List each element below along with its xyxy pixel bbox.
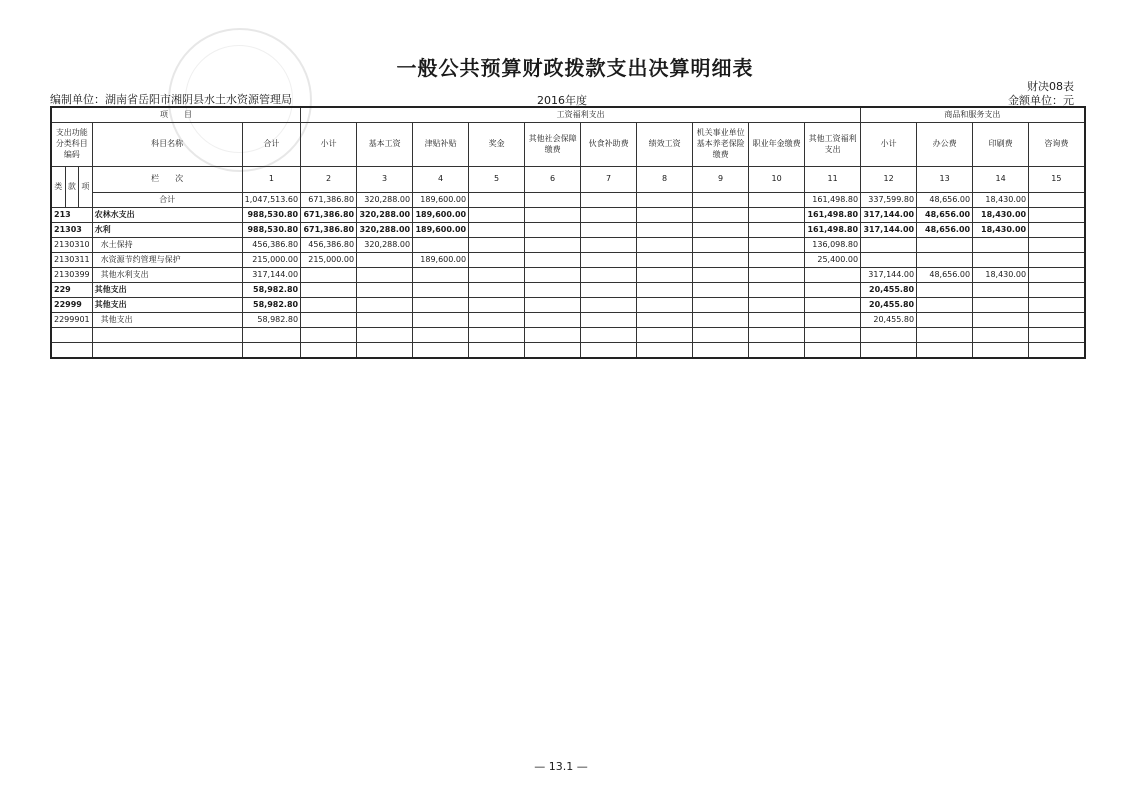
row-value: 136,098.80: [805, 238, 861, 253]
row-value: [973, 238, 1029, 253]
row-value: [242, 343, 300, 359]
row-value: [413, 298, 469, 313]
lanci-label: 栏 次: [92, 167, 242, 193]
row-value: [693, 298, 749, 313]
table-row: [51, 193, 1085, 208]
allowance-header: 津贴补贴: [413, 123, 469, 167]
office-header: 办公费: [917, 123, 973, 167]
row-code: 2130310: [51, 238, 92, 253]
row-value: [973, 283, 1029, 298]
row-value: [693, 268, 749, 283]
row-value: 20,455.80: [861, 313, 917, 328]
col-number: 14: [973, 167, 1029, 193]
row-value: [469, 238, 525, 253]
code-column-header: 支出功能分类科目编码: [51, 123, 92, 167]
row-name: 农林水支出: [92, 208, 242, 223]
row-value: [581, 193, 637, 208]
row-value: 58,982.80: [242, 283, 300, 298]
row-value: 215,000.00: [242, 253, 300, 268]
row-value: [581, 283, 637, 298]
row-value: [469, 223, 525, 238]
row-value: 317,144.00: [861, 268, 917, 283]
row-value: 317,144.00: [861, 208, 917, 223]
row-value: [301, 328, 357, 343]
row-value: [301, 343, 357, 359]
row-value: [861, 328, 917, 343]
table-row: [51, 343, 1085, 359]
row-value: [525, 343, 581, 359]
row-value: 48,656.00: [917, 193, 973, 208]
row-value: [1029, 313, 1085, 328]
row-value: [749, 313, 805, 328]
row-value: [693, 343, 749, 359]
row-value: [525, 193, 581, 208]
bonus-header: 奖金: [469, 123, 525, 167]
row-value: [749, 343, 805, 359]
table-row: [51, 313, 1085, 328]
row-name: 水土保持: [92, 238, 242, 253]
goods-subtotal-header: 小计: [861, 123, 917, 167]
col-number: 4: [413, 167, 469, 193]
row-value: [1029, 238, 1085, 253]
row-value: [861, 238, 917, 253]
row-value: [301, 298, 357, 313]
row-value: [749, 208, 805, 223]
row-name: [92, 328, 242, 343]
row-value: [581, 253, 637, 268]
row-value: [805, 313, 861, 328]
row-value: [1029, 223, 1085, 238]
row-name: 其他水利支出: [92, 268, 242, 283]
row-value: [637, 283, 693, 298]
row-value: [917, 343, 973, 359]
page-title: 一般公共预算财政拨款支出决算明细表: [396, 56, 754, 80]
xiang-header: 项: [79, 167, 93, 208]
row-value: [693, 328, 749, 343]
row-value: [525, 208, 581, 223]
row-value: [637, 298, 693, 313]
col-number: 9: [693, 167, 749, 193]
row-value: 671,386.80: [301, 193, 357, 208]
row-value: [637, 328, 693, 343]
row-value: [413, 268, 469, 283]
project-header: 项 目: [51, 107, 301, 123]
row-value: [973, 313, 1029, 328]
row-value: [581, 313, 637, 328]
row-value: 161,498.80: [805, 193, 861, 208]
row-value: [525, 268, 581, 283]
row-value: [469, 193, 525, 208]
row-value: [357, 253, 413, 268]
row-value: [581, 208, 637, 223]
row-value: [917, 298, 973, 313]
row-value: [861, 253, 917, 268]
row-value: [637, 223, 693, 238]
row-name: 合计: [92, 193, 242, 208]
row-code: 213: [51, 208, 92, 223]
row-value: [749, 223, 805, 238]
row-value: 320,288.00: [357, 193, 413, 208]
row-value: [693, 193, 749, 208]
row-value: 161,498.80: [805, 208, 861, 223]
basic-wage-header: 基本工资: [357, 123, 413, 167]
row-code: 2130311: [51, 253, 92, 268]
group-header-goods: 商品和服务支出: [861, 107, 1085, 123]
row-name: 其他支出: [92, 283, 242, 298]
compiling-unit: 编制单位：湖南省岳阳市湘阴县水土水资源管理局: [50, 93, 292, 106]
other-social-header: 其他社会保障缴费: [525, 123, 581, 167]
row-value: [469, 268, 525, 283]
row-value: [637, 313, 693, 328]
row-value: [301, 283, 357, 298]
row-code: 229: [51, 283, 92, 298]
row-value: [805, 328, 861, 343]
row-value: [1029, 283, 1085, 298]
row-value: [413, 238, 469, 253]
pension-header: 机关事业单位基本养老保险缴费: [693, 123, 749, 167]
row-value: 671,386.80: [301, 208, 357, 223]
row-value: 18,430.00: [973, 193, 1029, 208]
table-row: [51, 223, 1085, 238]
row-value: [469, 283, 525, 298]
row-value: 18,430.00: [973, 223, 1029, 238]
row-value: [861, 343, 917, 359]
row-value: 18,430.00: [973, 208, 1029, 223]
row-name: 水利: [92, 223, 242, 238]
row-value: [693, 223, 749, 238]
row-value: 671,386.80: [301, 223, 357, 238]
row-value: [357, 328, 413, 343]
row-value: [749, 268, 805, 283]
row-value: [749, 253, 805, 268]
row-value: [1029, 268, 1085, 283]
row-value: 48,656.00: [917, 268, 973, 283]
row-value: [581, 298, 637, 313]
row-value: 317,144.00: [242, 268, 300, 283]
row-name: 其他支出: [92, 298, 242, 313]
row-value: 18,430.00: [973, 268, 1029, 283]
merit-pay-header: 绩效工资: [637, 123, 693, 167]
col-number: 13: [917, 167, 973, 193]
row-code: [51, 343, 92, 359]
row-code: 2130399: [51, 268, 92, 283]
row-code: 2299901: [51, 313, 92, 328]
col-number: 6: [525, 167, 581, 193]
row-value: [413, 328, 469, 343]
row-value: [1029, 193, 1085, 208]
table-row: [51, 268, 1085, 283]
row-value: [525, 313, 581, 328]
row-value: [581, 268, 637, 283]
row-value: [1029, 343, 1085, 359]
row-value: [637, 343, 693, 359]
row-value: 320,288.00: [357, 238, 413, 253]
row-value: 320,288.00: [357, 223, 413, 238]
row-value: [693, 238, 749, 253]
row-value: [413, 283, 469, 298]
row-value: [973, 343, 1029, 359]
row-value: 48,656.00: [917, 208, 973, 223]
row-value: [469, 343, 525, 359]
row-value: [749, 238, 805, 253]
col-number: 2: [301, 167, 357, 193]
form-number: 财决08表: [1027, 80, 1074, 93]
row-value: [1029, 298, 1085, 313]
row-value: [469, 298, 525, 313]
row-value: [917, 253, 973, 268]
row-value: 48,656.00: [917, 223, 973, 238]
row-value: [581, 328, 637, 343]
row-value: [749, 298, 805, 313]
row-value: [973, 328, 1029, 343]
row-value: 337,599.80: [861, 193, 917, 208]
row-value: [973, 253, 1029, 268]
lei-header: 类: [51, 167, 65, 208]
row-value: 58,982.80: [242, 298, 300, 313]
row-value: [525, 253, 581, 268]
row-value: 189,600.00: [413, 193, 469, 208]
row-code: [51, 328, 92, 343]
row-value: 317,144.00: [861, 223, 917, 238]
row-value: [581, 343, 637, 359]
row-value: 25,400.00: [805, 253, 861, 268]
page-number: — 13.1 —: [534, 760, 588, 773]
table-row: [51, 253, 1085, 268]
row-value: [525, 223, 581, 238]
other-wage-header: 其他工资福利支出: [805, 123, 861, 167]
row-value: [637, 193, 693, 208]
row-value: 189,600.00: [413, 223, 469, 238]
row-value: [749, 283, 805, 298]
row-value: 161,498.80: [805, 223, 861, 238]
name-column-header: 科目名称: [92, 123, 242, 167]
row-value: [242, 328, 300, 343]
row-value: [469, 208, 525, 223]
row-value: 320,288.00: [357, 208, 413, 223]
row-value: [301, 268, 357, 283]
row-value: [525, 238, 581, 253]
table-row: [51, 328, 1085, 343]
row-value: 988,530.80: [242, 208, 300, 223]
row-value: [749, 193, 805, 208]
row-value: [693, 283, 749, 298]
row-value: [805, 343, 861, 359]
row-value: [301, 313, 357, 328]
row-value: [973, 298, 1029, 313]
row-value: [1029, 253, 1085, 268]
row-value: [581, 238, 637, 253]
row-value: 20,455.80: [861, 283, 917, 298]
col-number: 1: [242, 167, 300, 193]
row-value: [917, 328, 973, 343]
row-value: [749, 328, 805, 343]
row-value: 20,455.80: [861, 298, 917, 313]
row-value: [357, 268, 413, 283]
row-value: [357, 343, 413, 359]
amount-unit: 金额单位：元: [1008, 94, 1074, 107]
row-value: 58,982.80: [242, 313, 300, 328]
row-value: [525, 328, 581, 343]
row-value: [917, 313, 973, 328]
row-value: [357, 313, 413, 328]
row-value: 456,386.80: [242, 238, 300, 253]
col-number: 12: [861, 167, 917, 193]
col-number: 3: [357, 167, 413, 193]
col-number: 5: [469, 167, 525, 193]
row-value: 456,386.80: [301, 238, 357, 253]
row-value: [1029, 208, 1085, 223]
kuan-header: 款: [65, 167, 79, 208]
row-value: 1,047,513.60: [242, 193, 300, 208]
row-value: [581, 223, 637, 238]
col-number: 8: [637, 167, 693, 193]
table-row: [51, 208, 1085, 223]
row-name: [92, 343, 242, 359]
row-value: [637, 268, 693, 283]
row-value: [693, 313, 749, 328]
table-row: [51, 298, 1085, 313]
printing-header: 印刷费: [973, 123, 1029, 167]
row-value: [357, 283, 413, 298]
row-value: [917, 238, 973, 253]
row-value: [805, 283, 861, 298]
row-value: [469, 328, 525, 343]
row-value: [469, 313, 525, 328]
row-code: 22999: [51, 298, 92, 313]
row-value: [805, 298, 861, 313]
row-name: 其他支出: [92, 313, 242, 328]
row-value: [1029, 328, 1085, 343]
consulting-header: 咨询费: [1029, 123, 1085, 167]
expenditure-detail-table: [50, 106, 1086, 359]
food-subsidy-header: 伙食补助费: [581, 123, 637, 167]
row-value: [469, 253, 525, 268]
group-header-wage: 工资福利支出: [301, 107, 861, 123]
wage-subtotal-header: 小计: [301, 123, 357, 167]
row-value: [413, 313, 469, 328]
annuity-header: 职业年金缴费: [749, 123, 805, 167]
total-column-header: 合计: [242, 123, 300, 167]
row-value: [637, 238, 693, 253]
row-value: [637, 208, 693, 223]
col-number: 7: [581, 167, 637, 193]
row-value: 189,600.00: [413, 253, 469, 268]
row-value: [357, 298, 413, 313]
row-value: 988,530.80: [242, 223, 300, 238]
row-value: [805, 268, 861, 283]
col-number: 11: [805, 167, 861, 193]
row-value: [693, 253, 749, 268]
table-row: [51, 283, 1085, 298]
row-code: 21303: [51, 223, 92, 238]
row-value: [413, 343, 469, 359]
row-value: 189,600.00: [413, 208, 469, 223]
col-number: 10: [749, 167, 805, 193]
col-number: 15: [1029, 167, 1085, 193]
row-value: [693, 208, 749, 223]
row-value: [525, 298, 581, 313]
table-row: [51, 238, 1085, 253]
fiscal-year: 2016年度: [537, 94, 587, 107]
row-value: [525, 283, 581, 298]
row-value: [637, 253, 693, 268]
row-name: 水资源节约管理与保护: [92, 253, 242, 268]
row-value: 215,000.00: [301, 253, 357, 268]
row-value: [917, 283, 973, 298]
